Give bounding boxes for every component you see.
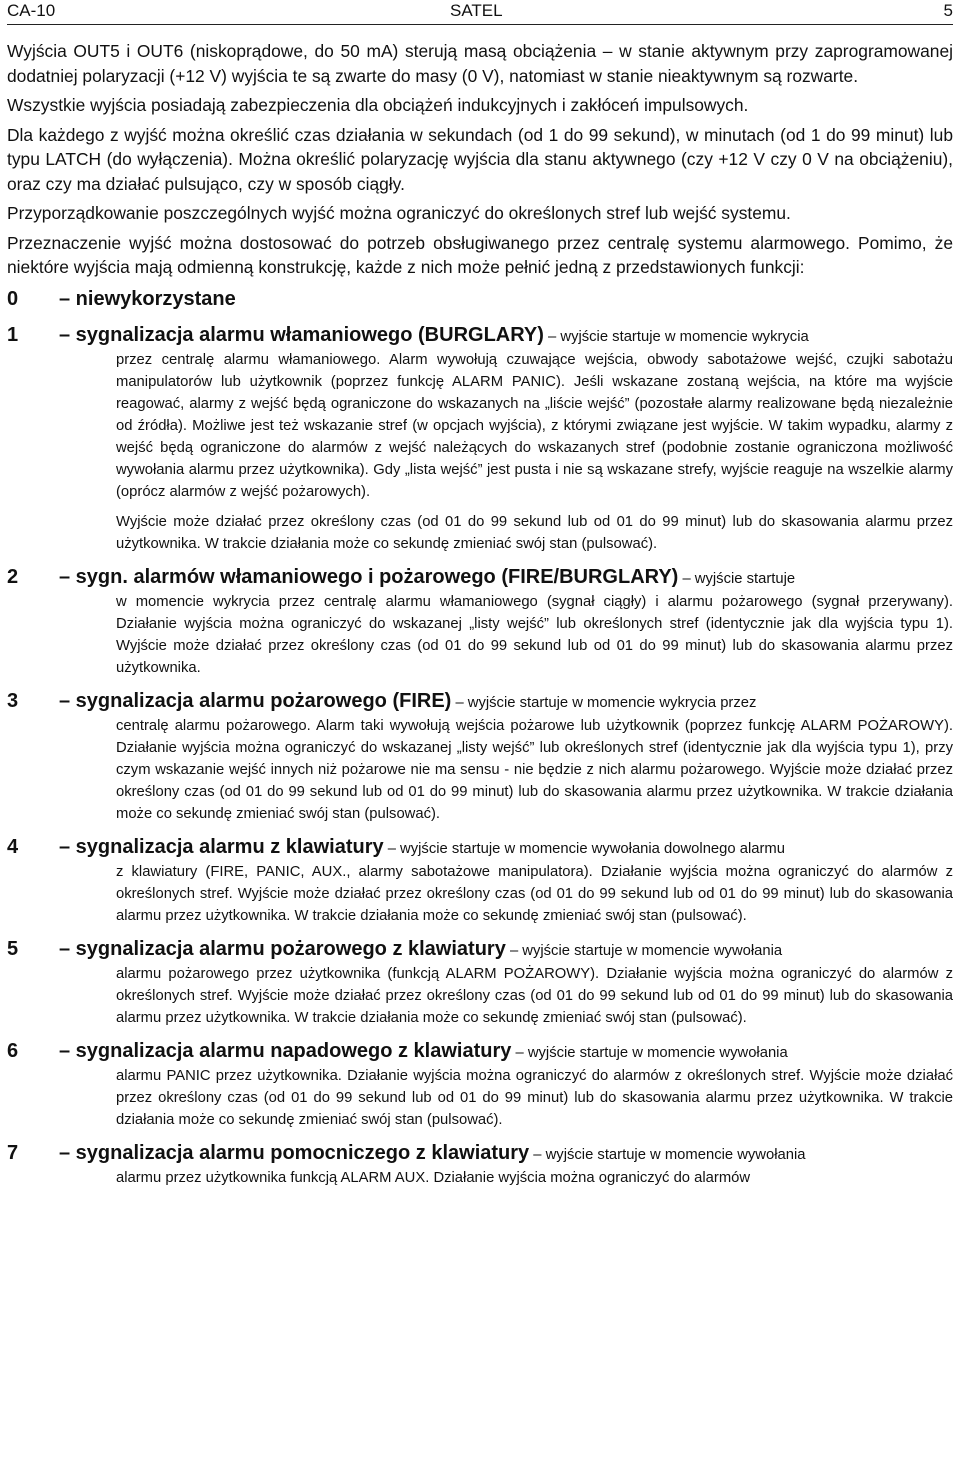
intro-paragraph: Dla każdego z wyjść można określić czas działania w sekundach (od 1 do 99 sekund), w minutach (od 1 do 99 minut) lub typu LATCH (do wyłączenia). Można określić polaryzację wyjścia dla stanu aktywnego (czy +12 V czy 0 V na obciążeniu), oraz czy ma działać pulsująco, czy w sposób ciągły.	[7, 124, 953, 194]
function-lead: – wyjście startuje	[678, 570, 796, 587]
function-description: przez centralę alarmu włamaniowego. Alarm wywołują czuwające wejścia, obwody sabotażowe wejść, czujki sabotażu manipulatorów lub użytkownik (poprzez funkcję ALARM PANIC). Jeśli wskazane zostaną wejścia, na które ma wyjście reagować, alarmy z wejść będą ograniczone do wskazanych na „liście wejść” (pozostałe alarmy realizowane będą niezależnie od źródła). Możliwe jest też wskazanie stref (w opcjach wyjścia), z którymi związane jest wyjście. W takim wypadku, alarmy z wejść będą ograniczone do alarmów z wejść należących do wskazanych stref (podobnie zostanie ograniczona możliwość wywołania alarmu przez użytkownika). Gdy „lista wejść” jest pusta i nie są wskazane strefy, wyjście reaguje na wszelkie alarmy (oprócz alarmów z wejść pożarowych).	[116, 351, 953, 500]
function-item-6	[7, 1040, 953, 1131]
intro-paragraph: Wszystkie wyjścia posiadają zabezpieczenia dla obciążeń indukcyjnych i zakłóceń impulsowych.	[7, 95, 749, 115]
function-item-5	[7, 938, 953, 1029]
function-number: 4	[7, 835, 19, 858]
function-title: – sygnalizacja alarmu napadowego z klawiatury	[59, 1039, 512, 1062]
function-number: 6	[7, 1039, 19, 1062]
function-lead: – wyjście startuje w momencie wywołania	[511, 1044, 788, 1061]
function-description: alarmu PANIC przez użytkownika. Działanie wyjścia można ograniczyć do alarmów z określonych stref. Wyjście może działać przez określony czas (od 01 do 99 sekund lub od 01 do 99 minut) lub do skasowania alarmu przez użytkownika. W trakcie działania może co sekundę zmieniać swój stan (pulsować).	[116, 1067, 953, 1128]
function-lead: – wyjście startuje w momencie wykrycia	[543, 328, 809, 345]
function-item-3	[7, 690, 953, 825]
function-description: alarmu przez użytkownika funkcją ALARM AUX. Działanie wyjścia można ograniczyć do alarmów	[116, 1169, 751, 1186]
function-title: – sygnalizacja alarmu pomocniczego z klawiatury	[59, 1141, 530, 1164]
function-lead: – wyjście startuje w momencie wykrycia przez	[451, 694, 757, 711]
function-number: 5	[7, 937, 19, 960]
function-number: 0	[7, 287, 19, 310]
intro-paragraph: Przeznaczenie wyjść można dostosować do potrzeb obsługiwanego przez centralę systemu alarmowego. Pomimo, że niektóre wyjścia mają odmienną konstrukcję, każde z nich może pełnić jedną z przedstawionych funkcji:	[7, 232, 953, 277]
function-item-4	[7, 836, 953, 927]
intro-section	[7, 39, 953, 280]
function-description: Wyjście może działać przez określony czas (od 01 do 99 sekund lub od 01 do 99 minut) lub do skasowania alarmu przez użytkownika. W trakcie działania może co sekundę zmieniać swój stan (pulsować).	[116, 513, 953, 552]
function-title: – niewykorzystane	[59, 287, 236, 310]
header-doc-code: CA-10	[7, 1, 56, 20]
function-description: w momencie wykrycia przez centralę alarmu włamaniowego (sygnał ciągły) i alarmu pożarowego (sygnał przerywany). Działanie wyjścia można ograniczyć do wskazanej „listy wejść” lub określonych stref (identycznie jak dla wyjścia typu 1). Wyjście może działać przez określony czas (od 01 do 99 sekund lub od 01 do 99 minut) lub do skasowania alarmu przez użytkownika.	[116, 593, 953, 676]
function-item-0	[7, 285, 953, 313]
intro-paragraph: Przyporządkowanie poszczególnych wyjść można ograniczyć do określonych stref lub wejść systemu.	[7, 203, 791, 223]
function-lead: – wyjście startuje w momencie wywołania	[505, 942, 783, 959]
page-header	[7, 0, 953, 25]
function-description: centralę alarmu pożarowego. Alarm taki wywołują wejścia pożarowe lub użytkownik (poprzez funkcję ALARM POŻAROWY). Działanie wyjścia można ograniczyć do wskazanej „listy wejść” lub określonych stref (identycznie jak dla wyjścia typu 1), przy czym wskazanie wejść innych niż pożarowe nie ma sensu - nie będzie z nich alarmu pożarowego. Wyjście może działać przez określony czas (od 01 do 99 sekund lub od 01 do 99 minut) lub do skasowania alarmu przez użytkownika. W trakcie działania może co sekundę zmieniać swój stan (pulsować).	[116, 717, 953, 822]
header-page-number: 5	[943, 1, 953, 20]
function-item-2	[7, 566, 953, 679]
function-description: z klawiatury (FIRE, PANIC, AUX., alarmy sabotażowe manipulatora). Działanie wyjścia można ograniczyć do alarmów z określonych stref. Wyjście może działać przez określony czas (od 01 do 99 sekund lub od 01 do 99 minut) lub do skasowania alarmu przez użytkownika. W trakcie działania może co sekundę zmieniać swój stan (pulsować).	[116, 863, 953, 924]
function-description: alarmu pożarowego przez użytkownika (funkcją ALARM POŻAROWY). Działanie wyjścia można ograniczyć do alarmów z określonych stref. Wyjście może działać przez określony czas (od 01 do 99 sekund lub od 01 do 99 minut) lub do skasowania alarmu przez użytkownika. W trakcie działania może co sekundę zmieniać swój stan (pulsować).	[116, 965, 953, 1026]
function-title: – sygnalizacja alarmu pożarowego (FIRE)	[59, 689, 452, 712]
function-number: 2	[7, 565, 19, 588]
function-title: – sygn. alarmów włamaniowego i pożarowego (FIRE/BURGLARY)	[59, 565, 679, 588]
function-number: 1	[7, 323, 19, 346]
function-title: – sygnalizacja alarmu z klawiatury	[59, 835, 384, 858]
function-number: 3	[7, 689, 19, 712]
intro-paragraph: Wyjścia OUT5 i OUT6 (niskoprądowe, do 50 mA) sterują masą obciążenia – w stanie aktywnym przy zaprogramowanej dodatniej polaryzacji (+12 V) wyjścia te są zwarte do masy (0 V), natomiast w stanie nieaktywnym są rozwarte.	[7, 41, 953, 86]
function-title: – sygnalizacja alarmu pożarowego z klawiatury	[59, 937, 506, 960]
function-title: – sygnalizacja alarmu włamaniowego (BURGLARY)	[59, 323, 544, 346]
header-brand: SATEL	[450, 1, 503, 20]
function-lead: – wyjście startuje w momencie wywołania	[529, 1146, 806, 1163]
function-item-7	[7, 1142, 953, 1189]
function-number: 7	[7, 1141, 19, 1164]
function-lead: – wyjście startuje w momencie wywołania dowolnego alarmu	[383, 840, 785, 857]
function-item-1	[7, 324, 953, 555]
